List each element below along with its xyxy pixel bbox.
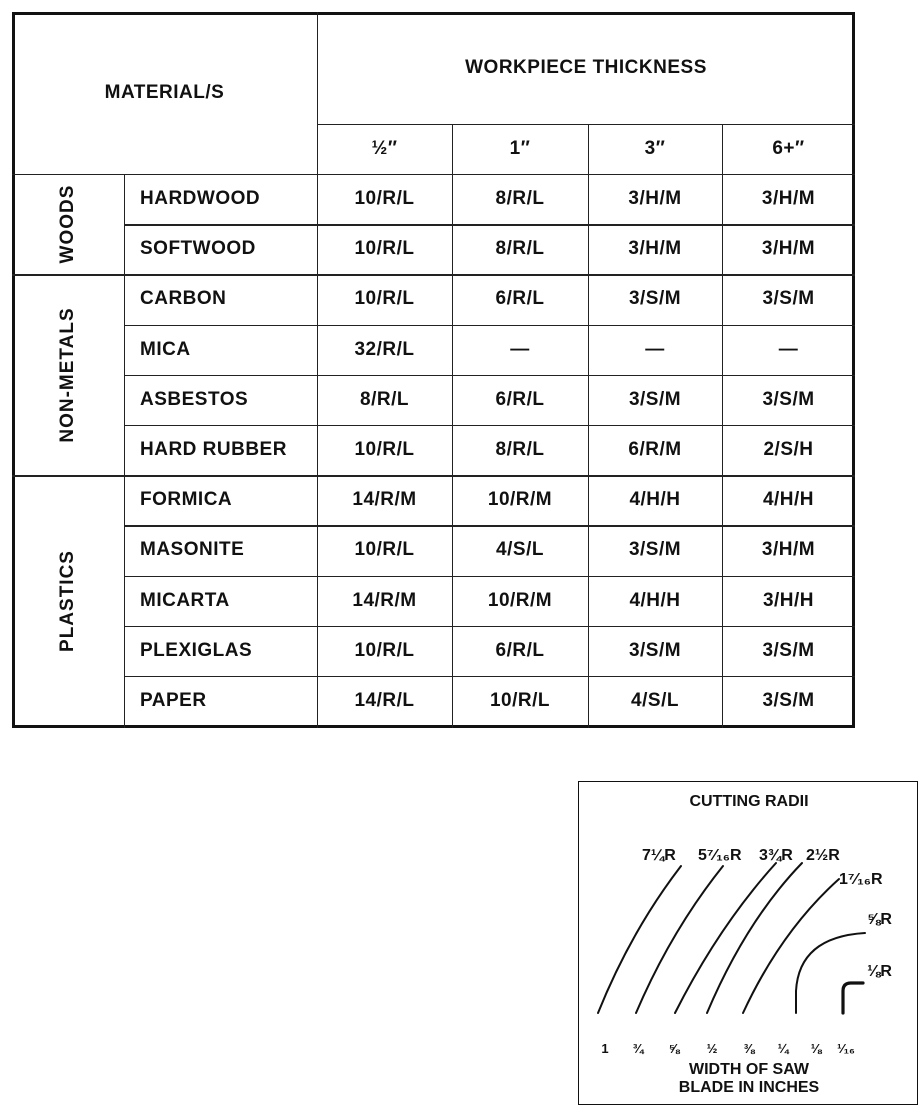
value-cell: 3/H/M — [628, 188, 682, 210]
value-cell: 3/H/M — [761, 238, 816, 260]
value-cell: 4/H/H — [762, 489, 815, 511]
value-cell: 10/R/M — [487, 489, 553, 511]
value-cell: 10/R/L — [354, 539, 415, 561]
value-cell: 8/R/L — [495, 439, 545, 461]
blade-width-label: ½ — [706, 1041, 718, 1056]
material-group-label: PLASTICS — [57, 549, 78, 652]
value-cell: 4/S/L — [496, 539, 544, 561]
radius-curve — [636, 866, 723, 1013]
radius-curve — [743, 879, 839, 1013]
value-cell: 8/R/L — [495, 188, 545, 210]
value-cell: 2/S/H — [763, 439, 814, 461]
value-cell: 3/H/M — [628, 238, 682, 260]
blade-width-label: ¾ — [632, 1041, 644, 1056]
material-cell: MICA — [140, 338, 191, 360]
value-cell: 4/S/L — [631, 690, 679, 712]
value-cell: 14/R/M — [352, 489, 417, 511]
value-cell: 6/R/M — [628, 439, 682, 461]
blade-width-label: ¼ — [777, 1041, 789, 1056]
value-cell: 3/H/H — [762, 589, 815, 611]
blade-width-label: 1 — [601, 1041, 609, 1056]
material-cell: CARBON — [140, 288, 227, 310]
thickness-column-header: 6+″ — [772, 138, 805, 159]
blade-width-label: ⅛ — [810, 1041, 822, 1056]
value-cell: 6/R/L — [495, 639, 545, 661]
radius-label: 3¾R — [759, 847, 793, 864]
radius-label: ⅛R — [867, 963, 892, 980]
value-cell: 3/S/M — [762, 690, 815, 712]
thickness-header: WORKPIECE THICKNESS — [465, 57, 707, 78]
cutting-radii-diagram — [578, 781, 918, 1105]
blade-width-label: ⅝ — [668, 1041, 680, 1056]
blade-width-label: ¹⁄₁₆ — [837, 1041, 855, 1056]
value-cell: 10/R/L — [354, 238, 415, 260]
value-cell: — — [510, 338, 530, 360]
column-rule — [124, 174, 125, 728]
value-cell: 10/R/L — [354, 639, 415, 661]
radius-curve — [598, 866, 681, 1013]
material-cell: SOFTWOOD — [140, 238, 256, 260]
radius-label: 1⁷⁄₁₆R — [839, 871, 883, 888]
axis-label-line-2: BLADE IN INCHES — [678, 1079, 820, 1096]
thickness-column-header: 1″ — [509, 138, 531, 159]
radii-curves — [579, 782, 919, 1106]
value-cell: 6/R/L — [495, 288, 545, 310]
radius-label: 7¼R — [642, 847, 676, 864]
value-cell: 3/S/M — [628, 639, 682, 661]
radius-label: 2½R — [806, 847, 840, 864]
value-cell: 4/H/H — [629, 489, 681, 511]
radius-curve — [843, 983, 863, 1013]
value-cell: 8/R/L — [360, 388, 409, 410]
value-cell: 6/R/L — [495, 388, 545, 410]
radius-curve — [675, 863, 776, 1013]
axis-label-line-1: WIDTH OF SAW — [689, 1061, 809, 1078]
material-cell: HARD RUBBER — [140, 439, 287, 461]
value-cell: 3/S/M — [762, 388, 815, 410]
value-cell: 4/H/H — [629, 589, 681, 611]
radii-title: CUTTING RADII — [689, 793, 809, 810]
value-cell: 10/R/L — [354, 188, 415, 210]
material-cell: MASONITE — [140, 539, 245, 561]
value-cell: 3/H/M — [761, 188, 816, 210]
value-cell: 3/S/M — [628, 539, 682, 561]
material-cell: MICARTA — [140, 589, 230, 611]
value-cell: 3/S/M — [762, 639, 815, 661]
radius-label: 5⁷⁄₁₆R — [698, 847, 742, 864]
value-cell: 32/R/L — [354, 338, 415, 360]
value-cell: 3/S/M — [628, 388, 682, 410]
value-cell: 10/R/L — [489, 690, 551, 712]
material-cell: PLEXIGLAS — [140, 639, 253, 661]
value-cell: 14/R/L — [354, 690, 415, 712]
value-cell: — — [778, 338, 799, 360]
material-cell: ASBESTOS — [140, 388, 249, 410]
material-cell: FORMICA — [140, 489, 233, 511]
value-cell: 3/H/M — [761, 539, 816, 561]
value-cell: 8/R/L — [495, 238, 545, 260]
blade-selection-table — [12, 12, 855, 728]
row-rule — [317, 124, 855, 125]
material-group-label: WOODS — [57, 184, 78, 264]
value-cell: 3/S/M — [762, 288, 815, 310]
blade-width-label: ⅜ — [743, 1041, 755, 1056]
thickness-column-header: ½″ — [371, 138, 398, 159]
material-group-label: NON-METALS — [57, 307, 78, 443]
value-cell: 3/S/M — [628, 288, 682, 310]
value-cell: 10/R/L — [354, 288, 415, 310]
radius-curve — [796, 933, 865, 1013]
value-cell: — — [645, 338, 665, 360]
material-cell: HARDWOOD — [140, 188, 261, 210]
radius-label: ⅝R — [867, 911, 892, 928]
value-cell: 10/R/L — [354, 439, 415, 461]
thickness-column-header: 3″ — [644, 138, 666, 159]
material-cell: PAPER — [140, 690, 207, 712]
value-cell: 10/R/M — [487, 589, 553, 611]
value-cell: 14/R/M — [352, 589, 417, 611]
material-header: MATERIAL/S — [104, 82, 225, 103]
